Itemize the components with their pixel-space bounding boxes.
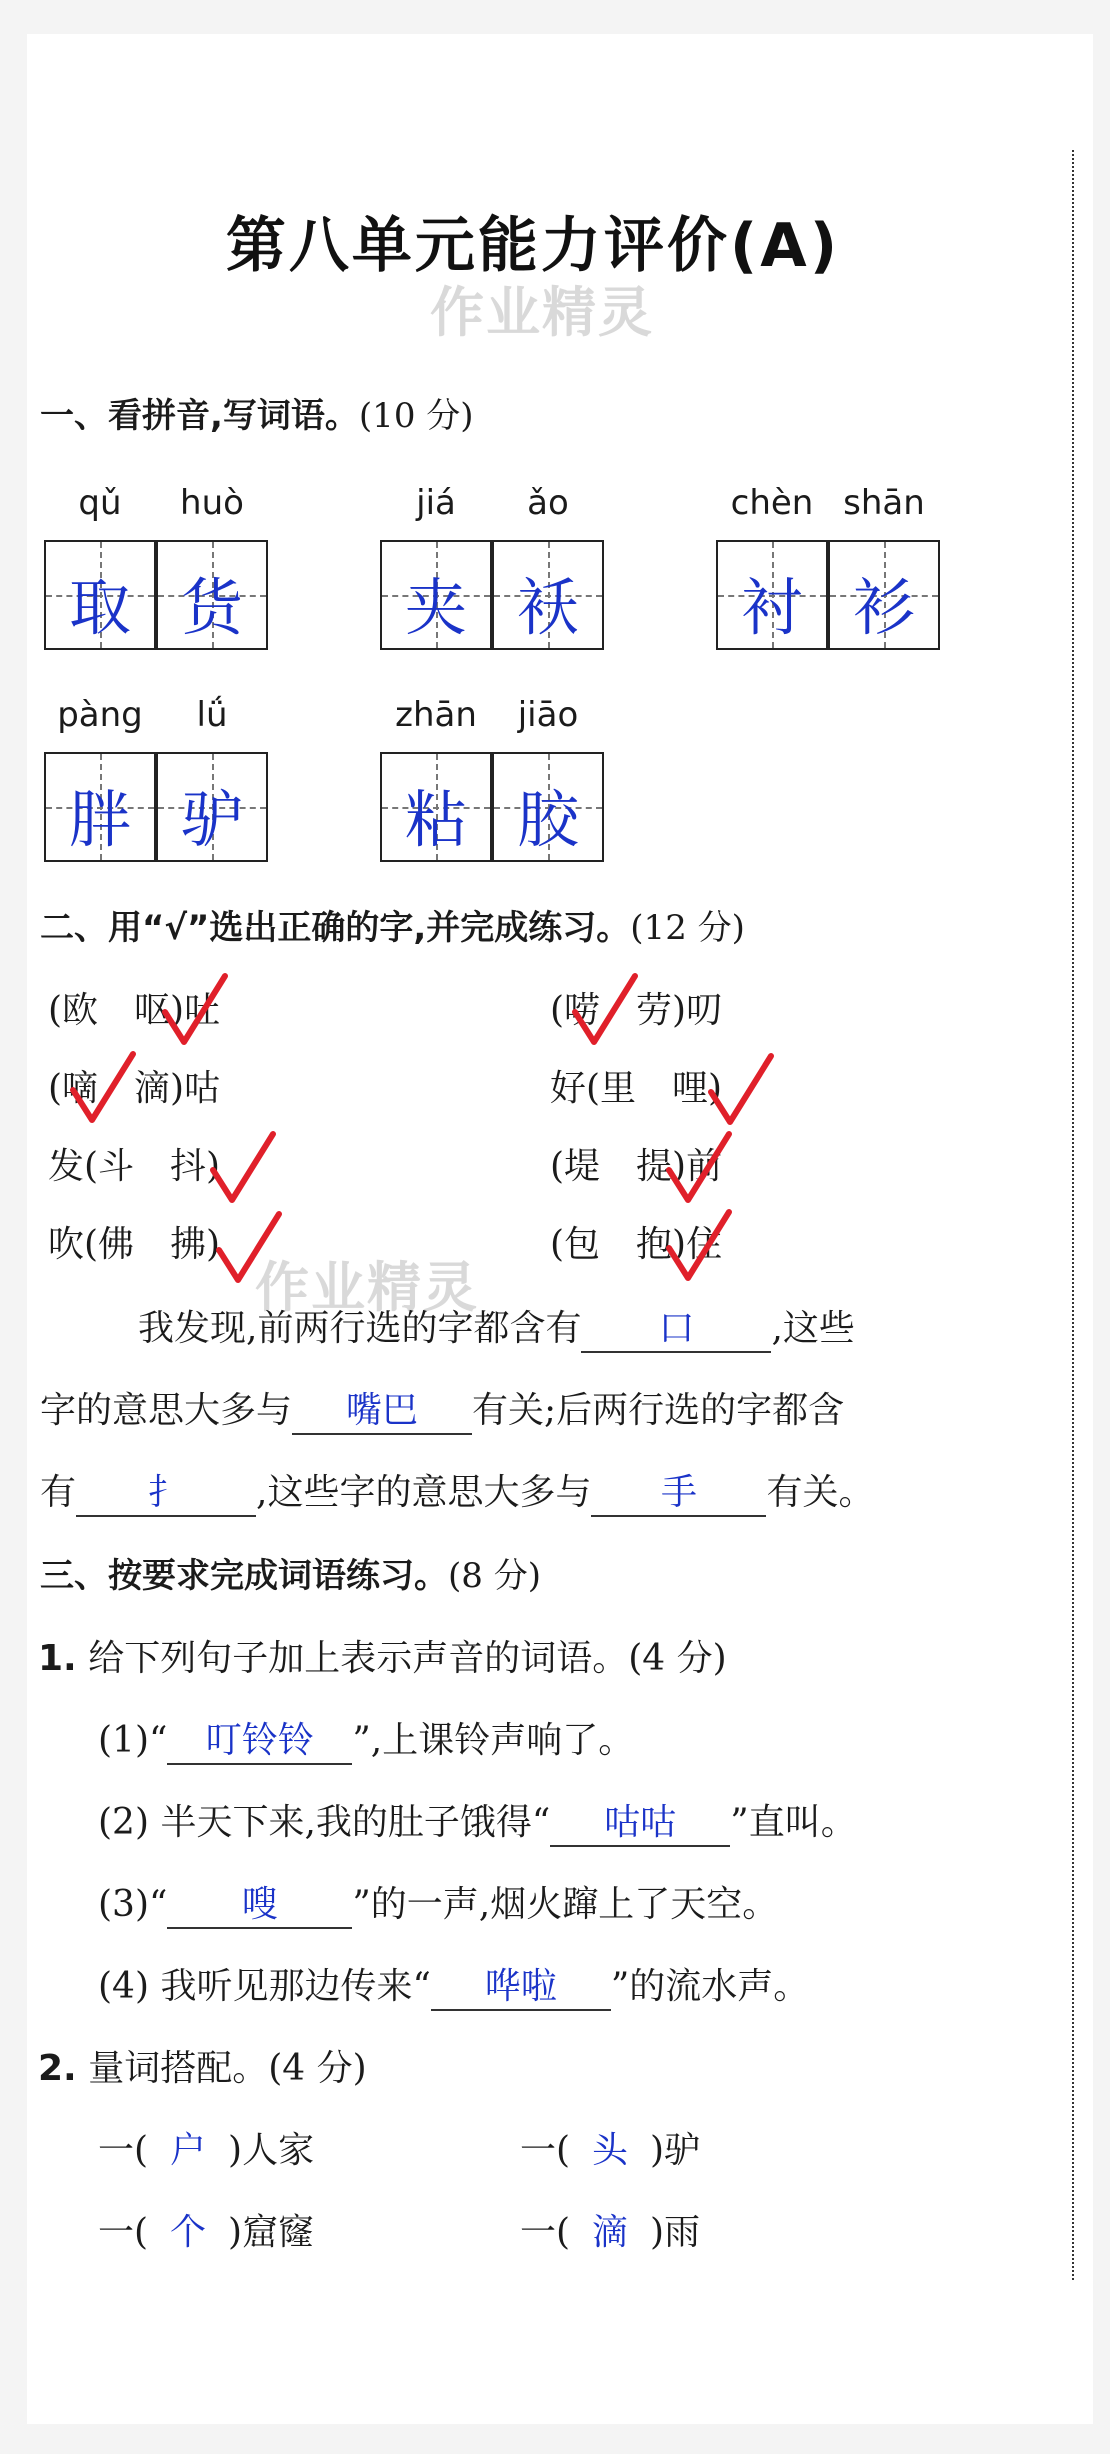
writing-box: 衫 — [828, 540, 940, 650]
sentence-4: (4) 我听见那边传来“ 哗啦 ”的流水声。 — [98, 1958, 809, 2011]
pinyin: qǔ — [78, 483, 122, 523]
choice-row: (嘀 滴)咕 — [48, 1068, 221, 1109]
check-mark-icon — [208, 1128, 278, 1208]
answer-blank[interactable]: 咕咕 — [550, 1794, 730, 1847]
section2-heading: 二、用“√”选出正确的字,并完成练习。(12 分) — [40, 908, 745, 948]
answer-blank[interactable]: 叮铃铃 — [167, 1712, 352, 1765]
paragraph-line: 有 扌 ,这些字的意思大多与 手 有关。 — [40, 1464, 874, 1517]
measure-word-item: 一( 户 )人家 — [98, 2122, 314, 2173]
answer-blank[interactable]: 哗啦 — [431, 1958, 611, 2011]
pinyin: lǘ — [196, 695, 228, 735]
choice-row: (堤 提)前 — [550, 1146, 723, 1187]
answer-blank[interactable]: 口 — [581, 1300, 771, 1353]
watermark: 作业精灵 — [255, 1256, 479, 1319]
question-2: 2. 量词搭配。(4 分) — [38, 2048, 367, 2089]
pinyin: jiāo — [517, 695, 579, 735]
measure-word-item: 一( 滴 )雨 — [520, 2204, 700, 2255]
section3-heading: 三、按要求完成词语练习。(8 分) — [40, 1556, 541, 1596]
choice-row: 吹(佛 拂) — [48, 1224, 221, 1265]
check-mark-icon — [214, 1208, 284, 1288]
pinyin: huò — [180, 483, 244, 523]
answer-blank[interactable]: 嗖 — [167, 1876, 352, 1929]
writing-box: 货 — [156, 540, 268, 650]
sentence-3: (3)“ 嗖 ”的一声,烟火蹿上了天空。 — [98, 1876, 778, 1929]
writing-box: 胶 — [492, 752, 604, 862]
question-1: 1. 给下列句子加上表示声音的词语。(4 分) — [38, 1638, 727, 1679]
pinyin: jiá — [416, 483, 456, 523]
writing-box: 粘 — [380, 752, 492, 862]
check-mark-icon — [68, 1048, 138, 1128]
pinyin: ǎo — [527, 483, 569, 523]
answer-text[interactable]: 滴 — [592, 2212, 629, 2253]
pinyin: zhān — [395, 695, 477, 735]
answer-blank[interactable]: 手 — [591, 1464, 766, 1517]
writing-box: 夹 — [380, 540, 492, 650]
measure-word-item: 一( 头 )驴 — [520, 2122, 700, 2173]
check-mark-icon — [664, 1206, 734, 1286]
section1-heading: 一、看拼音,写词语。(10 分) — [40, 396, 474, 436]
sentence-2: (2) 半天下来,我的肚子饿得“ 咕咕 ”直叫。 — [98, 1794, 857, 1847]
writing-box: 袄 — [492, 540, 604, 650]
choice-row: (包 抱)住 — [550, 1224, 723, 1265]
margin-dotted-rule — [1072, 150, 1074, 2280]
writing-box: 驴 — [156, 752, 268, 862]
check-mark-icon — [570, 970, 640, 1050]
choice-row: 好(里 哩) — [550, 1068, 723, 1109]
paragraph-line: 字的意思大多与 嘴巴 有关;后两行选的字都含 — [40, 1382, 844, 1435]
writing-box: 取 — [44, 540, 156, 650]
choice-row: 发(斗 抖) — [48, 1146, 221, 1187]
sentence-1: (1)“ 叮铃铃 ”,上课铃声响了。 — [98, 1712, 634, 1765]
choice-row: (唠 劳)叨 — [550, 990, 723, 1031]
check-mark-icon — [706, 1050, 776, 1130]
answer-blank[interactable]: 嘴巴 — [292, 1382, 472, 1435]
pinyin: shān — [843, 483, 925, 523]
writing-box: 衬 — [716, 540, 828, 650]
pinyin: pàng — [57, 695, 143, 735]
page-title: 第八单元能力评价(A) — [225, 211, 841, 281]
check-mark-icon — [664, 1128, 734, 1208]
choice-row: (欧 呕)吐 — [48, 990, 221, 1031]
answer-text[interactable]: 户 — [170, 2130, 207, 2171]
answer-blank[interactable]: 扌 — [76, 1464, 256, 1517]
writing-box: 胖 — [44, 752, 156, 862]
measure-word-item: 一( 个 )窟窿 — [98, 2204, 314, 2255]
answer-text[interactable]: 头 — [592, 2130, 629, 2171]
pinyin: chèn — [730, 483, 814, 523]
answer-text[interactable]: 个 — [170, 2212, 207, 2253]
watermark: 作业精灵 — [430, 281, 654, 344]
paragraph-line: 我发现,前两行选的字都含有 口 ,这些 — [138, 1300, 855, 1353]
check-mark-icon — [160, 970, 230, 1050]
